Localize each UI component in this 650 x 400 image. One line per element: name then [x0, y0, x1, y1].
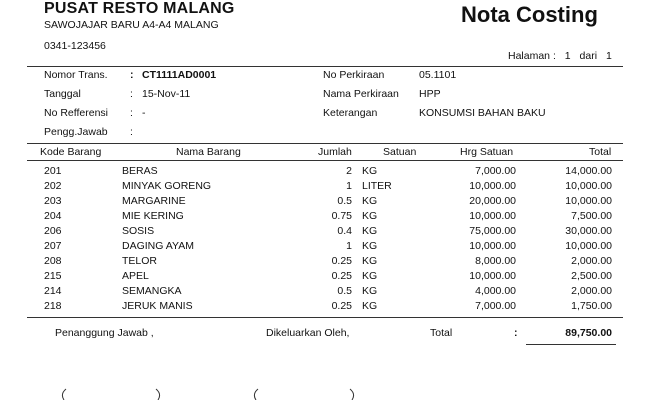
- cell-total: 7,500.00: [571, 210, 612, 222]
- cell-kode: 215: [44, 270, 62, 282]
- cell-satuan: KG: [362, 270, 378, 282]
- cell-jumlah: 0.25: [331, 255, 352, 267]
- cell-nama: TELOR: [122, 255, 158, 267]
- col-header-harga: Hrg Satuan: [460, 146, 514, 158]
- table-top-divider: [27, 143, 623, 144]
- nomor-trans-value: CT1111AD0001: [142, 69, 217, 81]
- cell-total: 1,750.00: [571, 300, 612, 312]
- company-address: SAWOJAJAR BARU A4-A4 MALANG: [44, 19, 219, 31]
- penggjawab-label: Pengg.Jawab: [44, 126, 108, 138]
- page-label: Halaman :: [508, 50, 556, 62]
- cell-harga: 10,000.00: [469, 210, 516, 222]
- signature-brackets: [0, 388, 650, 400]
- signature-bracket-left-close: [156, 389, 160, 400]
- cell-jumlah: 0.4: [337, 225, 352, 237]
- grand-total-underline: [526, 344, 616, 345]
- cell-satuan: KG: [362, 285, 378, 297]
- tanggal-label: Tanggal: [44, 88, 81, 100]
- company-phone: 0341-123456: [44, 40, 106, 52]
- table-bottom-divider: [27, 317, 623, 318]
- cell-satuan: KG: [362, 300, 378, 312]
- cell-kode: 218: [44, 300, 62, 312]
- cell-kode: 203: [44, 195, 62, 207]
- cell-nama: DAGING AYAM: [122, 240, 194, 252]
- referensi-value: -: [142, 107, 146, 119]
- grand-total-value: 89,750.00: [565, 327, 612, 339]
- cell-kode: 208: [44, 255, 62, 267]
- cell-kode: 207: [44, 240, 62, 252]
- cell-harga: 7,000.00: [475, 165, 516, 177]
- perkiraan-no-value: 05.1101: [419, 69, 457, 81]
- nomor-trans-colon: :: [130, 69, 134, 81]
- cell-harga: 10,000.00: [469, 180, 516, 192]
- cell-satuan: KG: [362, 225, 378, 237]
- col-header-nama: Nama Barang: [176, 146, 241, 158]
- header-divider: [27, 66, 623, 67]
- cell-jumlah: 2: [346, 165, 352, 177]
- cell-jumlah: 0.5: [337, 285, 352, 297]
- total-colon: :: [514, 327, 518, 339]
- cell-satuan: LITER: [362, 180, 392, 192]
- cell-kode: 201: [44, 165, 62, 177]
- cell-total: 14,000.00: [565, 165, 612, 177]
- document-title: Nota Costing: [461, 2, 598, 27]
- cell-nama: SOSIS: [122, 225, 155, 237]
- cell-nama: JERUK MANIS: [122, 300, 193, 312]
- cell-harga: 10,000.00: [469, 270, 516, 282]
- cell-kode: 206: [44, 225, 62, 237]
- perkiraan-nama-label: Nama Perkiraan: [323, 88, 399, 100]
- page-total: 1: [605, 50, 612, 62]
- cell-nama: SEMANGKA: [122, 285, 182, 297]
- keterangan-value: KONSUMSI BAHAN BAKU: [419, 107, 546, 119]
- perkiraan-nama-value: HPP: [419, 88, 441, 100]
- cell-total: 10,000.00: [565, 195, 612, 207]
- cell-kode: 204: [44, 210, 62, 222]
- referensi-label: No Refferensi: [44, 107, 109, 119]
- cell-harga: 8,000.00: [475, 255, 516, 267]
- table-header-divider: [27, 160, 623, 161]
- company-name: PUSAT RESTO MALANG: [44, 0, 235, 17]
- cell-satuan: KG: [362, 165, 378, 177]
- signature-bracket-left-open: [62, 389, 66, 400]
- cell-jumlah: 0.5: [337, 195, 352, 207]
- page-current: 1: [564, 50, 571, 62]
- tanggal-value: 15-Nov-11: [142, 88, 191, 100]
- referensi-colon: :: [130, 107, 133, 119]
- dikeluarkan-oleh-label: Dikeluarkan Oleh,: [266, 327, 350, 339]
- col-header-satuan: Satuan: [383, 146, 417, 158]
- penanggung-jawab-label: Penanggung Jawab ,: [55, 327, 154, 339]
- cell-harga: 4,000.00: [475, 285, 516, 297]
- cell-total: 2,000.00: [571, 285, 612, 297]
- total-label: Total: [430, 327, 453, 339]
- cell-satuan: KG: [362, 210, 378, 222]
- cell-total: 10,000.00: [565, 240, 612, 252]
- cell-nama: BERAS: [122, 165, 158, 177]
- cell-jumlah: 1: [346, 180, 352, 192]
- cell-satuan: KG: [362, 195, 378, 207]
- page-separator: dari: [579, 50, 598, 62]
- tanggal-colon: :: [130, 88, 133, 100]
- cell-nama: MIE KERING: [122, 210, 184, 222]
- col-header-jumlah: Jumlah: [318, 146, 352, 158]
- col-header-total: Total: [589, 146, 612, 158]
- cell-total: 30,000.00: [565, 225, 612, 237]
- cell-harga: 7,000.00: [475, 300, 516, 312]
- signature-bracket-right-open: [254, 389, 258, 400]
- cell-jumlah: 0.25: [331, 300, 352, 312]
- cell-satuan: KG: [362, 240, 378, 252]
- keterangan-label: Keterangan: [323, 107, 378, 119]
- cell-satuan: KG: [362, 255, 378, 267]
- cell-jumlah: 1: [346, 240, 352, 252]
- cell-total: 2,500.00: [571, 270, 612, 282]
- perkiraan-no-label: No Perkiraan: [323, 69, 385, 81]
- signature-bracket-right-close: [350, 389, 354, 400]
- cell-harga: 20,000.00: [469, 195, 516, 207]
- cell-jumlah: 0.75: [331, 210, 352, 222]
- cell-kode: 214: [44, 285, 62, 297]
- col-header-kode: Kode Barang: [40, 146, 102, 158]
- page-indicator: [508, 50, 618, 62]
- cell-nama: APEL: [122, 270, 149, 282]
- nomor-trans-label: Nomor Trans.: [44, 69, 108, 81]
- penggjawab-colon: :: [130, 126, 133, 138]
- cell-harga: 10,000.00: [469, 240, 516, 252]
- cell-nama: MARGARINE: [122, 195, 186, 207]
- cell-jumlah: 0.25: [331, 270, 352, 282]
- cell-kode: 202: [44, 180, 62, 192]
- cell-harga: 75,000.00: [469, 225, 516, 237]
- cell-total: 10,000.00: [565, 180, 612, 192]
- cell-total: 2,000.00: [571, 255, 612, 267]
- cell-nama: MINYAK GORENG: [122, 180, 212, 192]
